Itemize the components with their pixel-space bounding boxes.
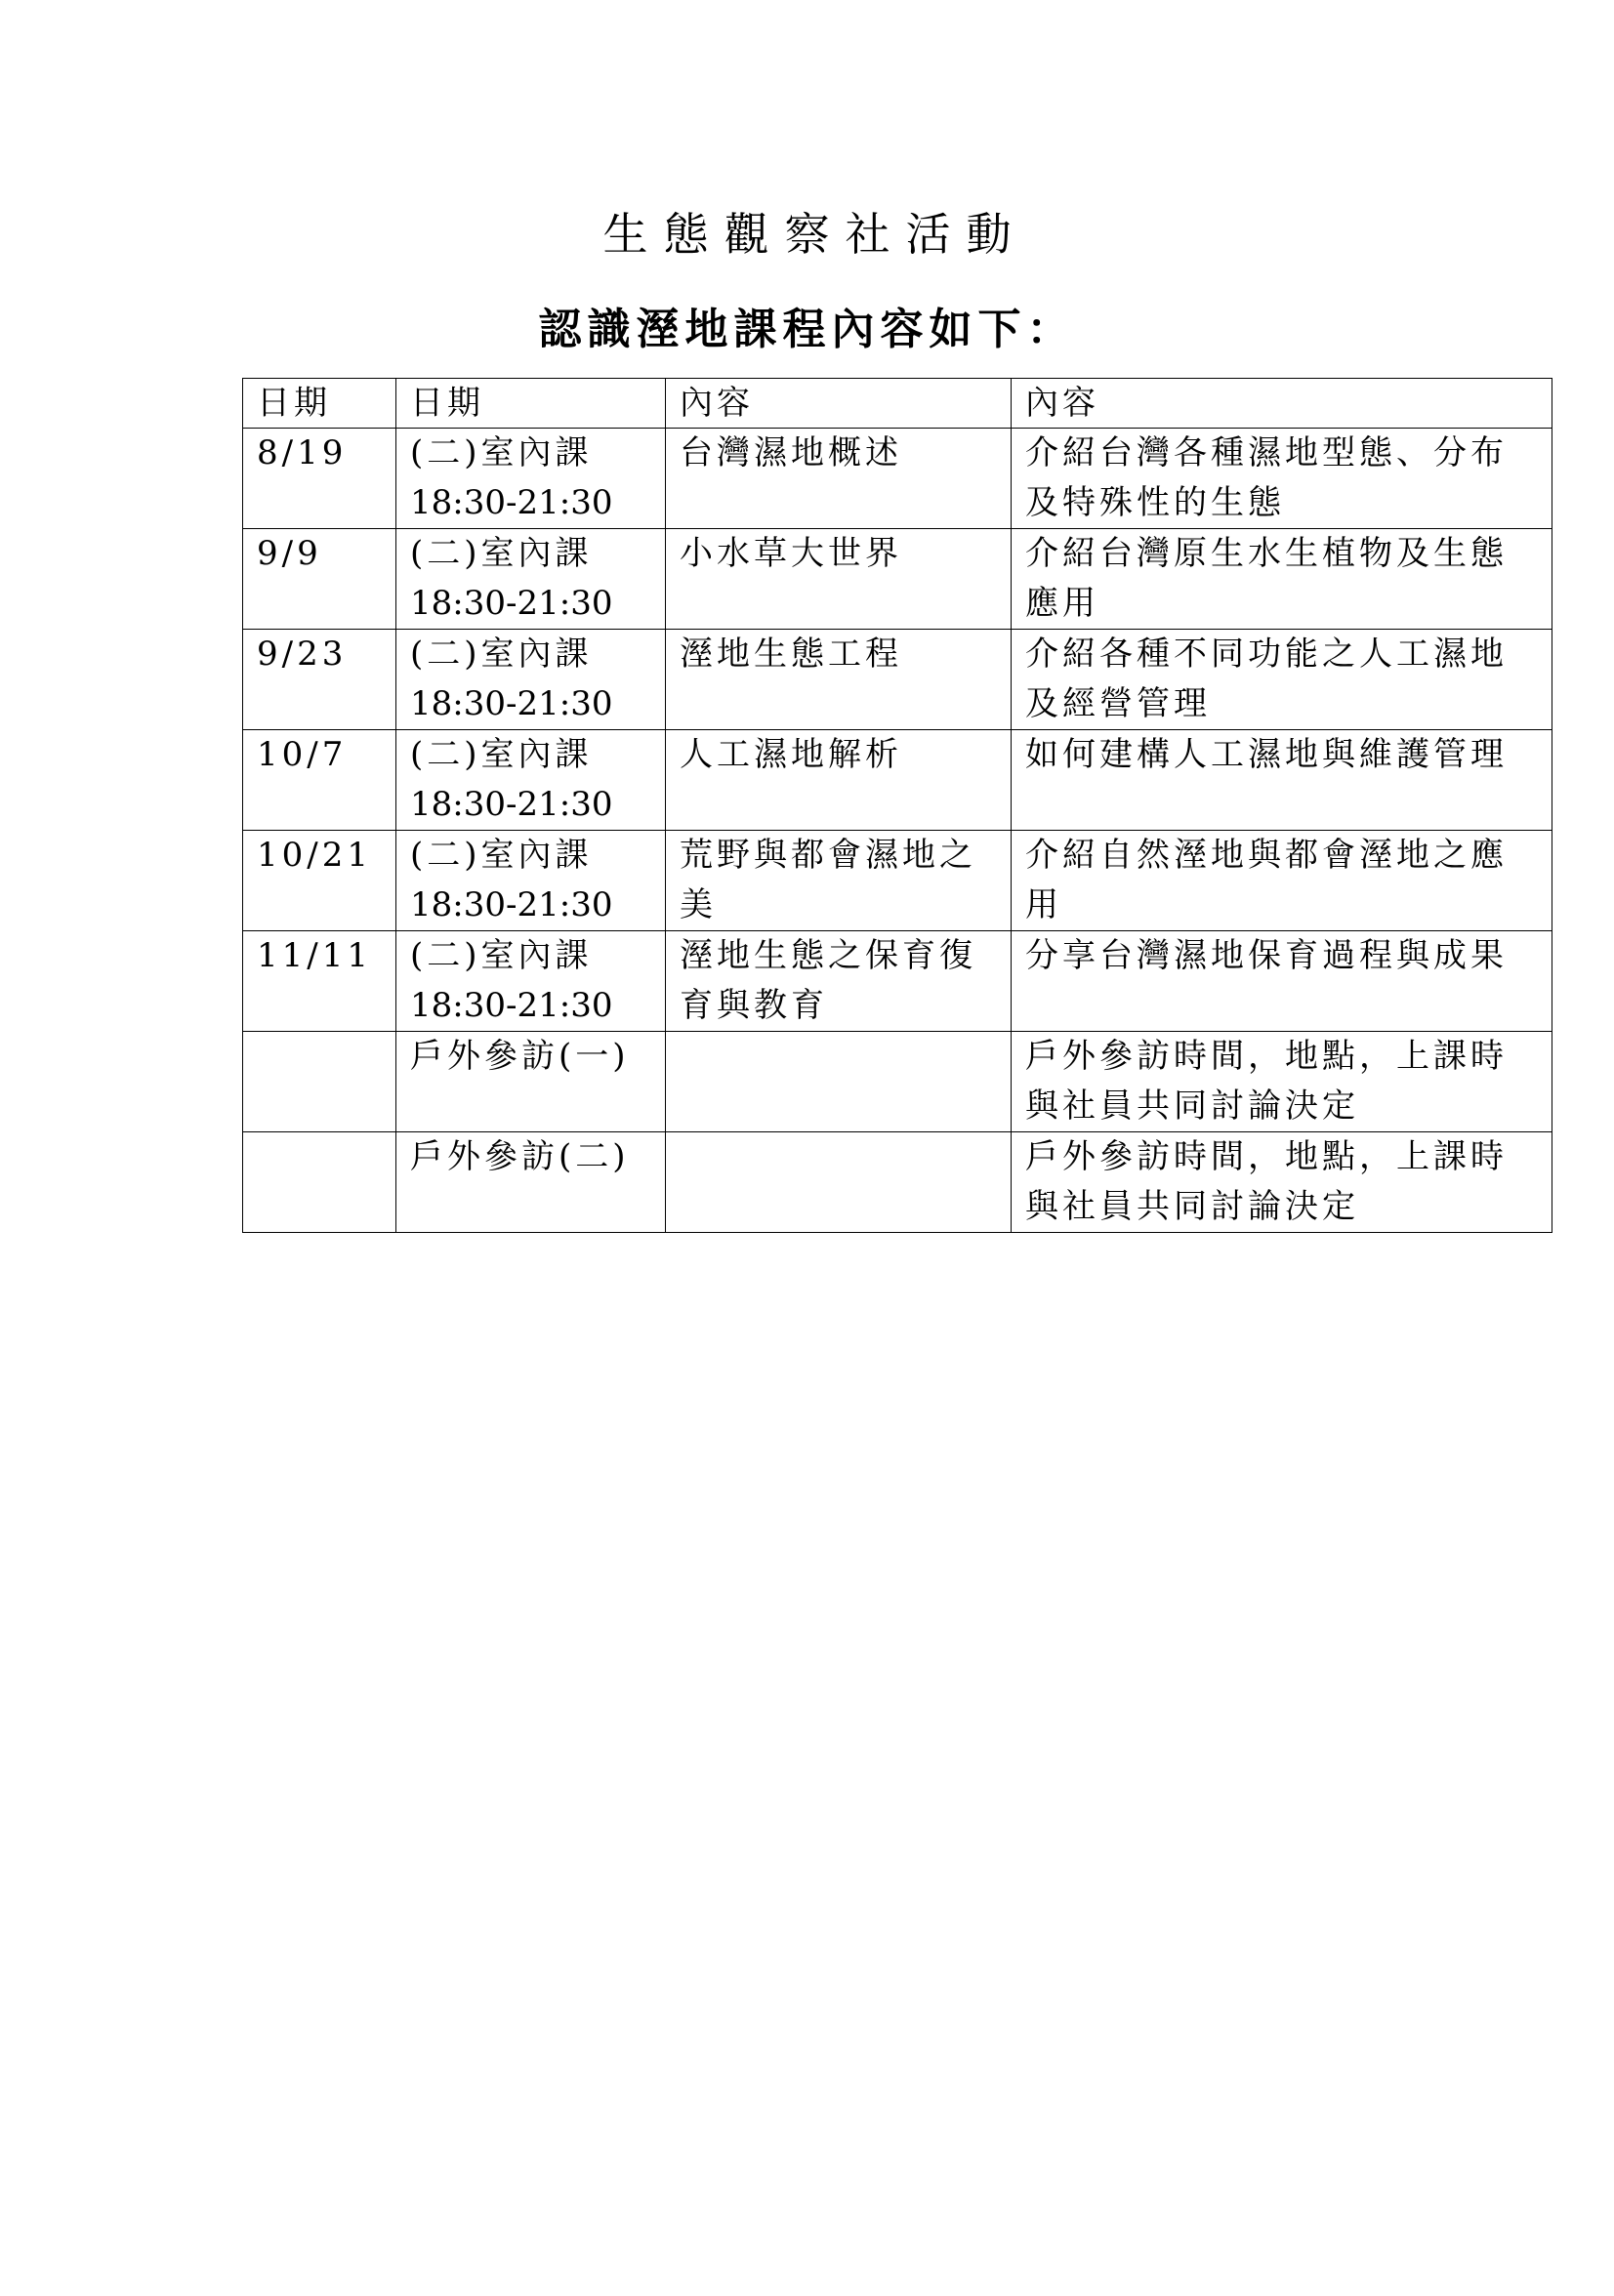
description-cell: 戶外參訪時間，地點，上課時與社員共同討論決定 <box>1012 1032 1552 1132</box>
time-label: 18:30-21:30 <box>410 986 613 1025</box>
session-label: (二)室內課 <box>410 836 593 875</box>
session-label: (二)室內課 <box>410 936 593 975</box>
description-cell: 介紹台灣原生水生植物及生態應用 <box>1012 529 1552 630</box>
session-label: (二)室內課 <box>410 534 593 573</box>
table-header-row <box>243 379 1552 429</box>
date-cell: 11/11 <box>243 931 396 1032</box>
table-row <box>243 630 1552 730</box>
session-cell <box>396 529 666 630</box>
date-cell: 10/21 <box>243 831 396 931</box>
time-label: 18:30-21:30 <box>410 885 613 924</box>
table-row <box>243 1132 1552 1233</box>
topic-cell <box>666 1032 1012 1132</box>
time-label: 18:30-21:30 <box>410 785 613 824</box>
table-row <box>243 931 1552 1032</box>
table-row <box>243 429 1552 529</box>
page-title: 生態觀察社活動 <box>602 208 1027 261</box>
description-cell: 介紹各種不同功能之人工濕地及經營管理 <box>1012 630 1552 730</box>
header-date: 日期 <box>243 379 396 429</box>
topic-cell: 人工濕地解析 <box>666 730 1012 831</box>
session-cell <box>396 831 666 931</box>
date-cell: 9/23 <box>243 630 396 730</box>
description-cell: 如何建構人工濕地與維護管理 <box>1012 730 1552 831</box>
table-row <box>243 730 1552 831</box>
description-cell: 戶外參訪時間，地點，上課時與社員共同討論決定 <box>1012 1132 1552 1233</box>
session-cell <box>396 1132 666 1233</box>
page-subtitle: 認識溼地課程內容如下： <box>538 305 1076 354</box>
session-cell <box>396 1032 666 1132</box>
topic-cell <box>666 1132 1012 1233</box>
table-row <box>243 1032 1552 1132</box>
date-cell <box>243 1132 396 1233</box>
time-label: 18:30-21:30 <box>410 684 613 723</box>
time-label: 18:30-21:30 <box>410 584 613 623</box>
course-schedule-table <box>242 378 1552 1233</box>
date-cell <box>243 1032 396 1132</box>
session-cell <box>396 429 666 529</box>
header-content: 內容 <box>666 379 1012 429</box>
session-cell <box>396 931 666 1032</box>
topic-cell: 荒野與都會濕地之美 <box>666 831 1012 931</box>
session-label: 戶外參訪(一) <box>410 1037 630 1076</box>
session-label: (二)室內課 <box>410 735 593 774</box>
description-cell: 分享台灣濕地保育過程與成果 <box>1012 931 1552 1032</box>
header-content-2: 內容 <box>1012 379 1552 429</box>
topic-cell: 溼地生態工程 <box>666 630 1012 730</box>
header-date-2: 日期 <box>396 379 666 429</box>
session-label: (二)室內課 <box>410 433 593 472</box>
table-row <box>243 529 1552 630</box>
session-label: (二)室內課 <box>410 635 593 674</box>
session-label: 戶外參訪(二) <box>410 1137 630 1176</box>
session-cell <box>396 730 666 831</box>
date-cell: 9/9 <box>243 529 396 630</box>
time-label: 18:30-21:30 <box>410 483 613 522</box>
table-row <box>243 831 1552 931</box>
topic-cell: 小水草大世界 <box>666 529 1012 630</box>
description-cell: 介紹自然溼地與都會溼地之應用 <box>1012 831 1552 931</box>
date-cell: 10/7 <box>243 730 396 831</box>
topic-cell: 溼地生態之保育復育與教育 <box>666 931 1012 1032</box>
date-cell: 8/19 <box>243 429 396 529</box>
session-cell <box>396 630 666 730</box>
description-cell: 介紹台灣各種濕地型態、分布及特殊性的生態 <box>1012 429 1552 529</box>
topic-cell: 台灣濕地概述 <box>666 429 1012 529</box>
